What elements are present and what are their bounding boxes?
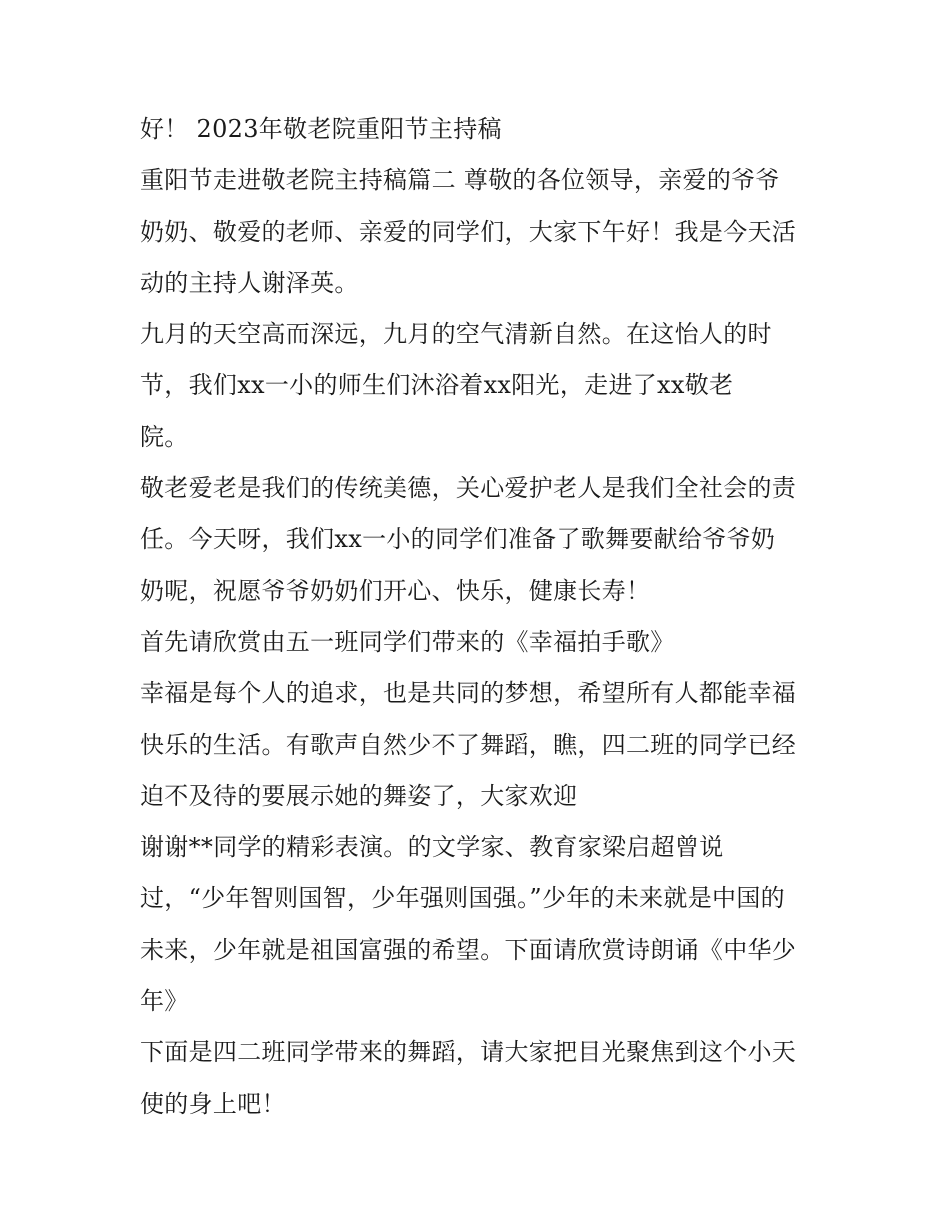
text-line: 谢谢**同学的精彩表演。的文学家、教育家梁启超曾说	[140, 833, 724, 862]
text-line: 未来，少年就是祖国富强的希望。下面请欣赏诗朗诵《中华少	[140, 935, 797, 964]
text-line: 迫不及待的要展示她的舞姿了，大家欢迎	[140, 781, 578, 810]
text-line: 年》	[140, 987, 189, 1016]
text-line: 任。今天呀，我们xx一小的同学们准备了歌舞要献给爷爷奶	[140, 525, 776, 554]
text-line: 节，我们xx一小的师生们沐浴着xx阳光，走进了xx敬老	[140, 371, 734, 400]
text-line: 使的身上吧！	[140, 1089, 286, 1118]
text-line: 院。	[140, 422, 189, 451]
text-line: 敬老爱老是我们的传统美德，关心爱护老人是我们全社会的责	[140, 474, 797, 503]
text-line: 奶呢，祝愿爷爷奶奶们开心、快乐，健康长寿！	[140, 576, 651, 605]
text-line: 首先请欣赏由五一班同学们带来的《幸福拍手歌》	[140, 627, 675, 656]
text-line: 奶奶、敬爱的老师、亲爱的同学们，大家下午好！我是今天活	[140, 217, 797, 246]
text-line: 好！ 2023年敬老院重阳节主持稿	[140, 115, 502, 143]
text-line: 重阳节走进敬老院主持稿篇二 尊敬的各位领导，亲爱的爷爷	[140, 166, 780, 195]
text-line: 快乐的生活。有歌声自然少不了舞蹈，瞧，四二班的同学已经	[140, 730, 797, 759]
text-line: 下面是四二班同学带来的舞蹈，请大家把目光聚焦到这个小天	[140, 1038, 797, 1067]
text-line: 幸福是每个人的追求，也是共同的梦想，希望所有人都能幸福	[140, 679, 797, 708]
text-line: 九月的天空高而深远，九月的空气清新自然。在这怡人的时	[140, 320, 772, 349]
document-body	[140, 104, 820, 1130]
text-line: 过，“少年智则国智，少年强则国强。”少年的未来就是中国的	[140, 884, 785, 913]
text-line: 动的主持人谢泽英。	[140, 268, 359, 297]
